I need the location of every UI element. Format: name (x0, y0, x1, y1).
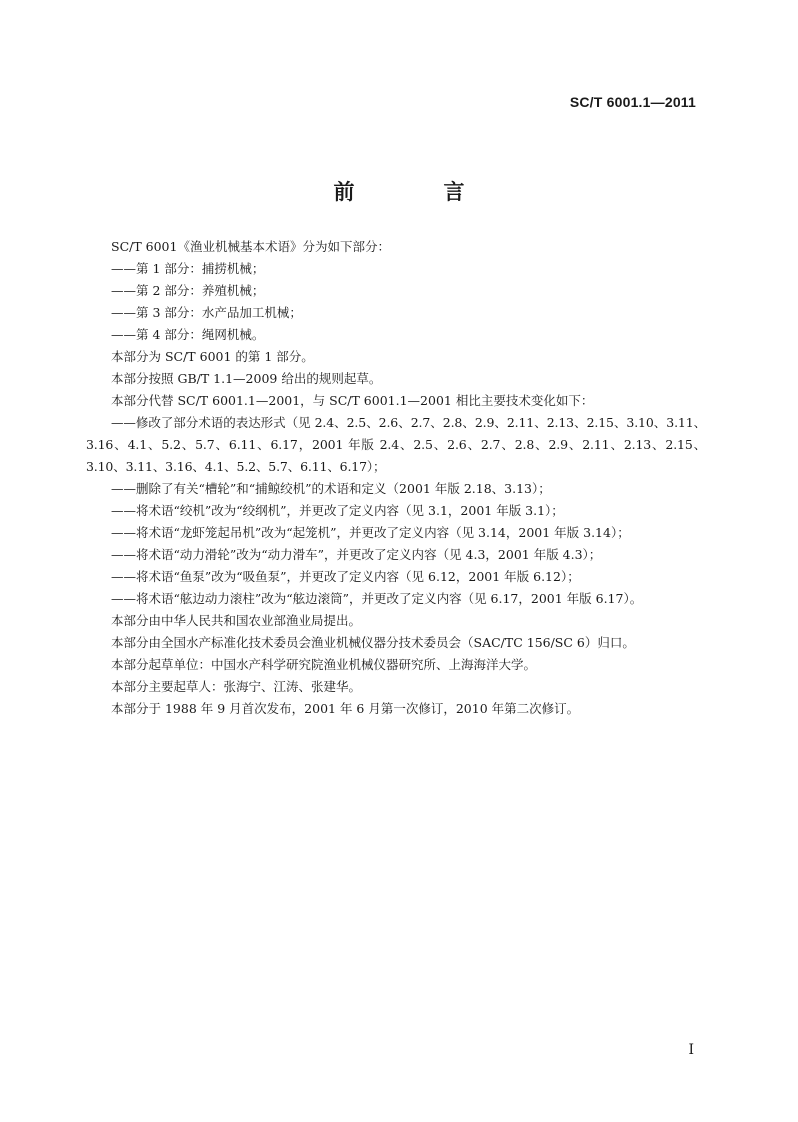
paragraph-drafting-rules: 本部分按照 GB/T 1.1—2009 给出的规则起草。 (111, 371, 382, 386)
list-item-change-3: ——将术语“绞机”改为“绞纲机”，并更改了定义内容（见 3.1，2001 年版 3.1）； (111, 503, 564, 518)
paragraph-drafting-units: 本部分起草单位：中国水产科学研究院渔业机械仪器研究所、上海海洋大学。 (111, 657, 537, 672)
page-title: 前 言 (333, 180, 499, 204)
list-item-part-2: ——第 2 部分：养殖机械； (111, 283, 265, 298)
standard-code: SC/T 6001.1—2011 (569, 94, 696, 110)
paragraph-responsible-committee: 本部分由全国水产标准化技术委员会渔业机械仪器分技术委员会（SAC/TC 156/SC 6）归口。 (111, 635, 635, 650)
list-item-change-5: ——将术语“动力滑轮”改为“动力滑车”，并更改了定义内容（见 4.3，2001 年版 4.3）； (111, 547, 602, 562)
paragraph-this-part: 本部分为 SC/T 6001 的第 1 部分。 (111, 349, 314, 364)
list-item-part-3: ——第 3 部分：水产品加工机械； (111, 305, 302, 320)
paragraph-drafters: 本部分主要起草人：张海宁、江涛、张建华。 (111, 679, 362, 694)
list-item-change-7: ——将术语“舷边动力滚柱”改为“舷边滚筒”，并更改了定义内容（见 6.17，2001 年版 6.17）。 (111, 591, 643, 606)
paragraph-proposed-by: 本部分由中华人民共和国农业部渔业局提出。 (111, 613, 362, 628)
paragraph-history: 本部分于 1988 年 9 月首次发布，2001 年 6 月第一次修订，2010 年第二次修订。 (111, 701, 580, 716)
list-item-change-1: ——修改了部分术语的表达形式（见 2.4、2.5、2.6、2.7、2.8、2.9、2.11、2.13、2.15、3.10、3.11、3.16、4.1、5.2、5.7、6.11、6.17，2001 年版 2.4、2.5、2.6、2.7、2.8、2.9、2.11、2.13、2.15、3.10、3.11、3.16、4.1、5.2、5.7、6.11、6.17）； (86, 415, 706, 474)
list-item-change-2: ——删除了有关“槽轮”和“捕鲸绞机”的术语和定义（2001 年版 2.18、3.13）； (111, 481, 551, 496)
list-item-change-4: ——将术语“龙虾笼起吊机”改为“起笼机”，并更改了定义内容（见 3.14，2001 年版 3.14）； (111, 525, 630, 540)
paragraph-replaces: 本部分代替 SC/T 6001.1—2001，与 SC/T 6001.1—2001 相比主要技术变化如下： (111, 393, 594, 408)
paragraph-parts-intro: SC/T 6001《渔业机械基本术语》分为如下部分： (111, 239, 390, 254)
foreword-body (86, 236, 706, 720)
page-number: I (688, 1042, 694, 1058)
list-item-change-6: ——将术语“鱼泵”改为“吸鱼泵”，并更改了定义内容（见 6.12，2001 年版 6.12）； (111, 569, 580, 584)
list-item-part-4: ——第 4 部分：绳网机械。 (111, 327, 265, 342)
list-item-part-1: ——第 1 部分：捕捞机械； (111, 261, 265, 276)
